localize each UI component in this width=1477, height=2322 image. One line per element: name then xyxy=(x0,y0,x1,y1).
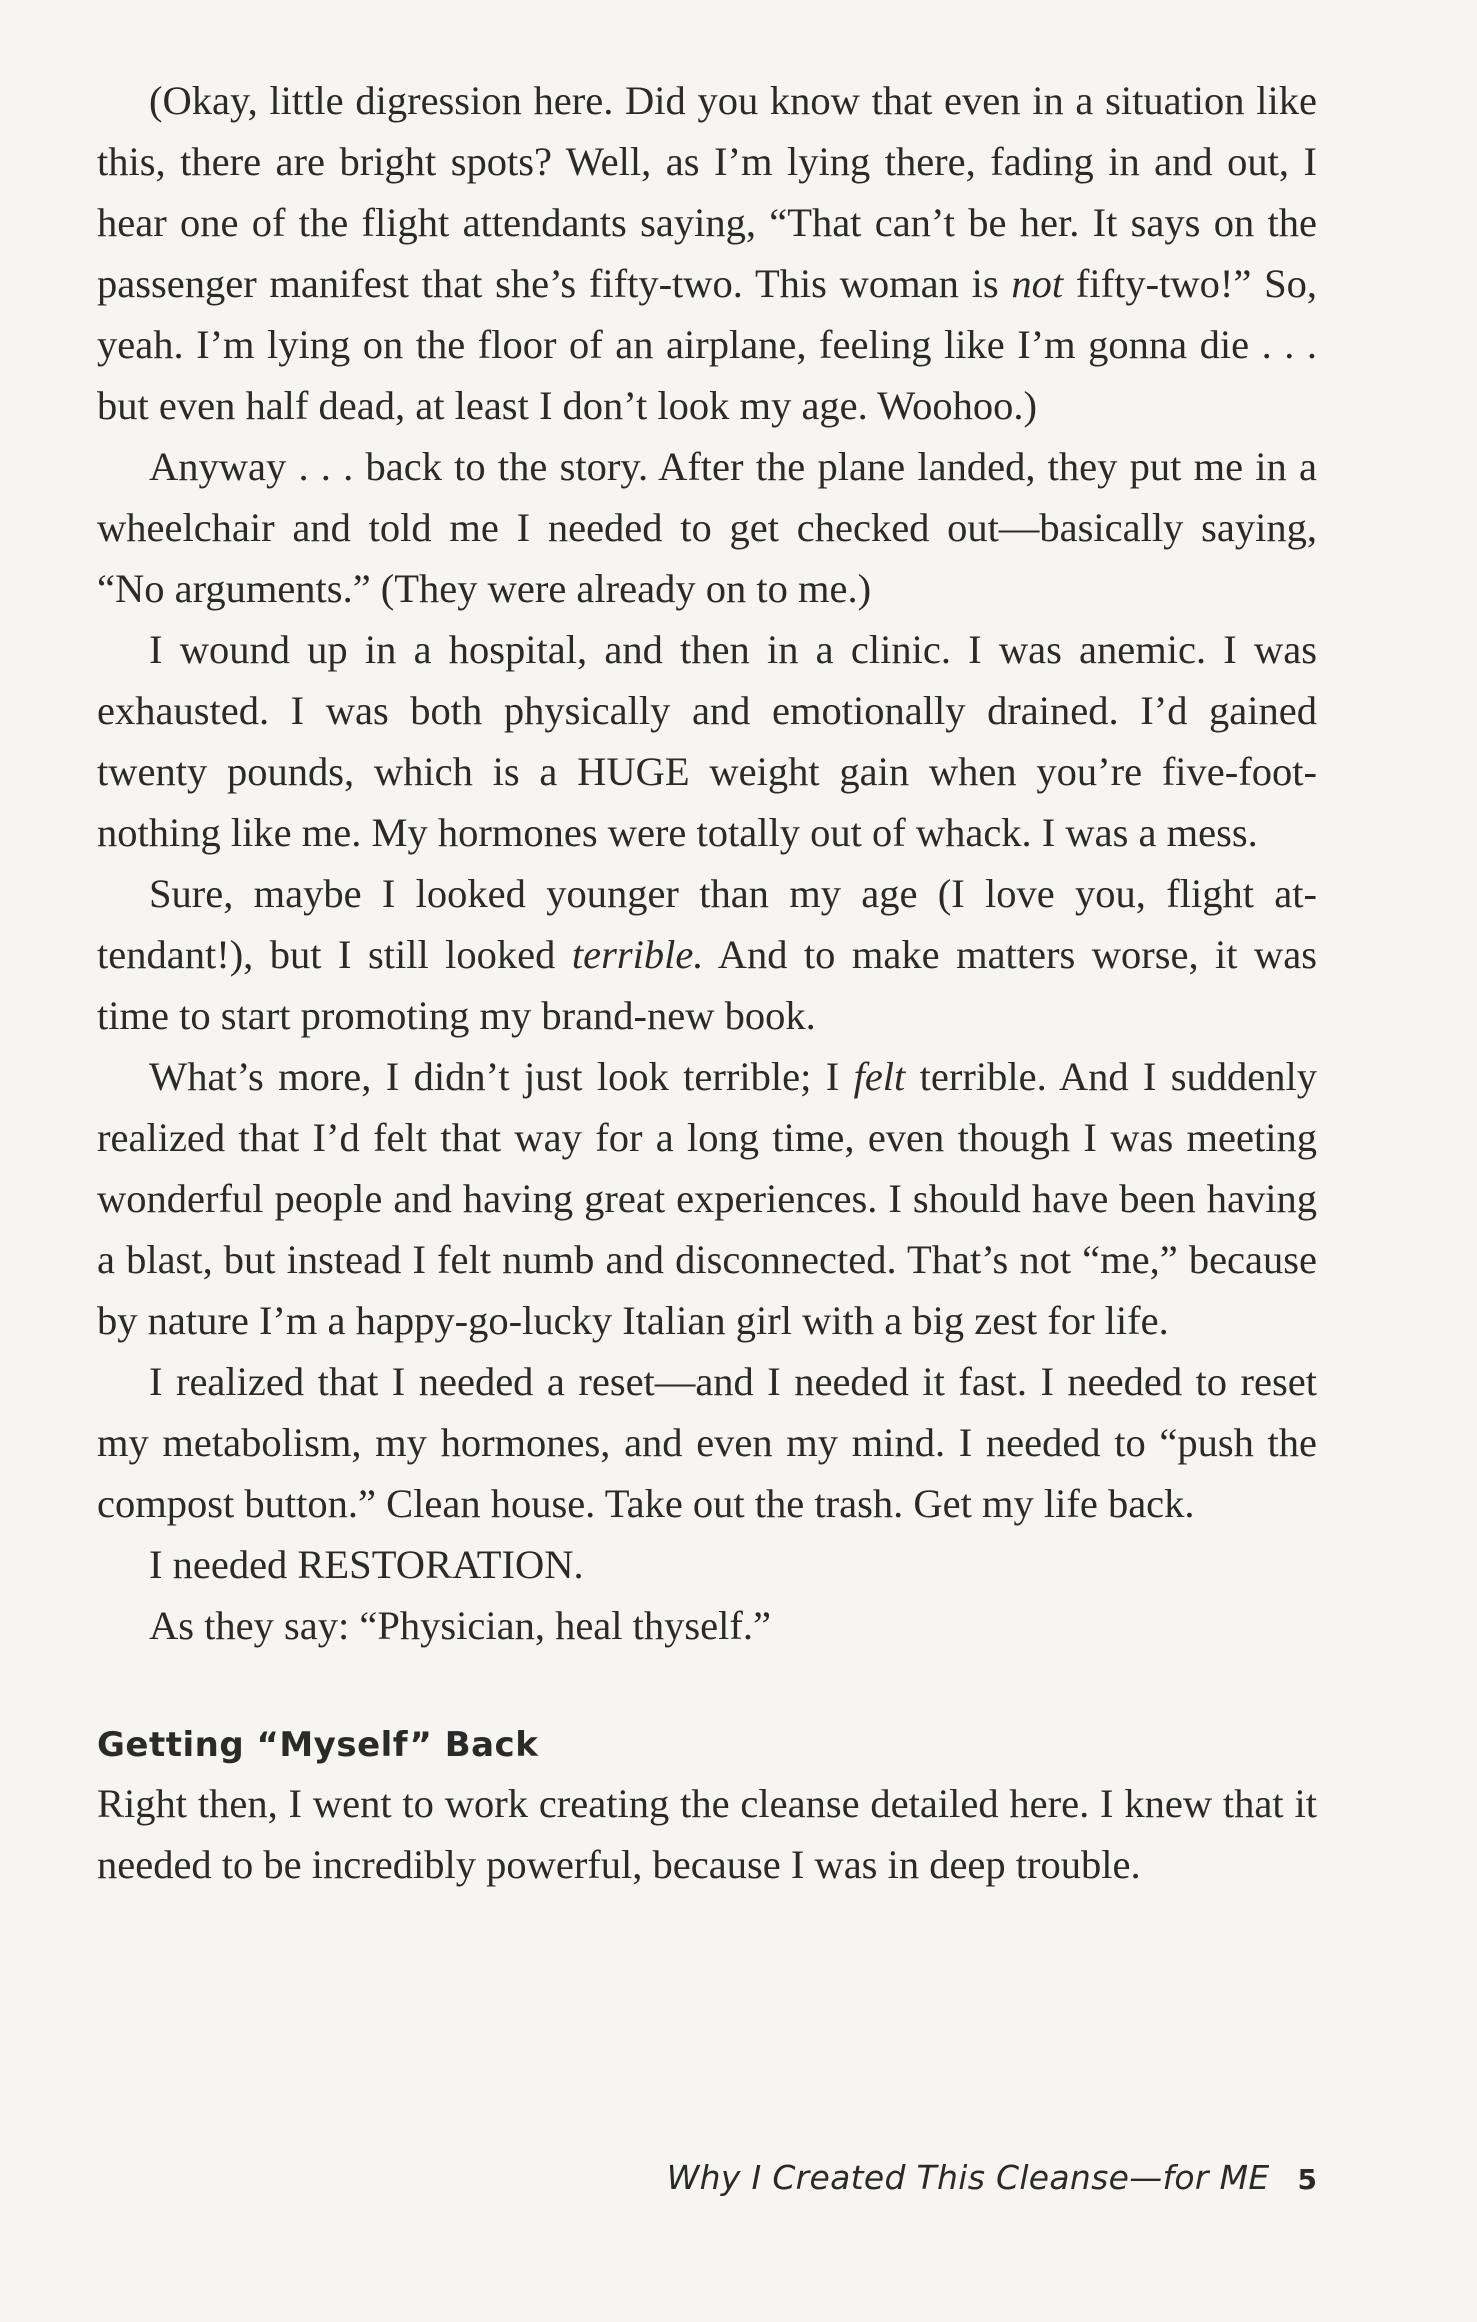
paragraph xyxy=(97,1534,1317,1595)
italic-text: felt xyxy=(853,1054,906,1099)
text-run: Sure, maybe I looked younger than my age (I love you, flight attendant!), but I still looked xyxy=(97,871,1317,977)
text-run: As they say: “Physician, heal thyself.” xyxy=(149,1603,771,1648)
page-body xyxy=(97,70,1317,1895)
paragraph xyxy=(97,863,1317,1046)
text-run: I wound up in a hospital, and then in a clinic. I was anemic. I was exhausted. I was both physically and emotionally drained. I’d gained twenty pounds, which is a HUGE weight gain when you’re five-foot-nothing like me. My hormones were totally out of whack. I was a mess. xyxy=(97,627,1317,855)
text-run: (Okay, little digression here. Did you know that even in a situation like this, there are bright spots? Well, as I’m lying there, fading in and out, I hear one of the flight attendants saying, “That can’t be her. It says on the passenger manifest that she’s fifty-two. This woman is xyxy=(97,78,1317,306)
paragraph xyxy=(97,70,1317,436)
text-run: terrible. And I suddenly realized that I’d felt that way for a long time, even though I was meeting wonderful people and having great experiences. I should have been having a blast, but instead I felt numb and disconnected. That’s not “me,” because by nature I’m a happy-go-lucky Italian girl with a big zest for life. xyxy=(97,1054,1317,1343)
paragraph xyxy=(97,1595,1317,1656)
text-run: What’s more, I didn’t just look terrible; I xyxy=(149,1054,854,1099)
text-run: fifty-two!” So, yeah. I’m lying on the floor of an airplane, feeling like I’m gonna die . . . but even half dead, at least I don’t look my age. Woohoo.) xyxy=(97,261,1317,428)
page-footer xyxy=(667,2158,1317,2197)
text-run: I needed RESTORATION. xyxy=(149,1542,584,1587)
section-heading: Getting “Myself” Back xyxy=(97,1725,539,1765)
paragraph xyxy=(97,1351,1317,1534)
running-head: Why I Created This Cleanse—for ME xyxy=(666,2158,1270,2197)
section-text xyxy=(97,1773,1317,1895)
text-run: Anyway . . . back to the story. After the plane landed, they put me in a wheelchair and told me I needed to get checked out—basically saying, “No arguments.” (They were already on to me.) xyxy=(97,444,1317,611)
text-run: Right then, I went to work creating the cleanse detailed here. I knew that it needed to be incredibly powerful, because I was in deep trouble. xyxy=(97,1781,1317,1887)
main-text xyxy=(97,70,1317,1656)
italic-text: terrible. xyxy=(571,932,704,977)
paragraph xyxy=(97,619,1317,863)
paragraph xyxy=(97,1046,1317,1351)
paragraph xyxy=(97,1773,1317,1895)
italic-text: not xyxy=(1011,261,1064,306)
page-number: 5 xyxy=(1297,2163,1317,2196)
text-run: And to make matters worse, it was time to start promoting my brand-new book. xyxy=(97,932,1317,1038)
text-run: I realized that I needed a reset—and I needed it fast. I needed to reset my metabolism, my hormones, and even my mind. I needed to “push the compost button.” Clean house. Take out the trash. Get my life back. xyxy=(97,1359,1317,1526)
paragraph xyxy=(97,436,1317,619)
